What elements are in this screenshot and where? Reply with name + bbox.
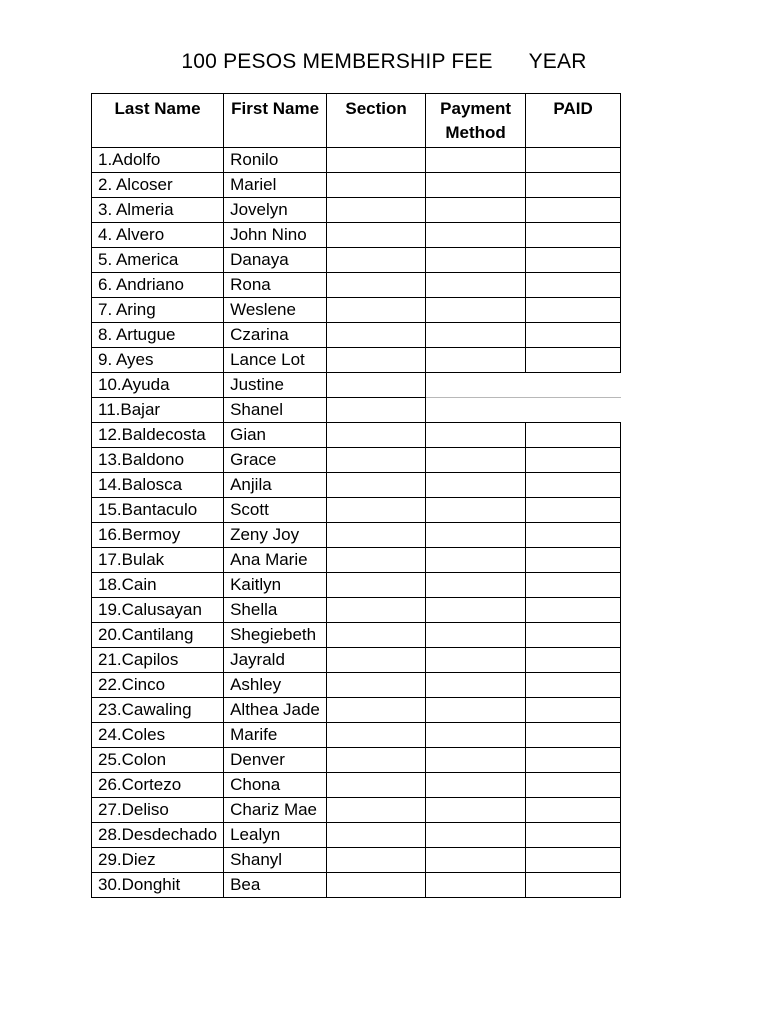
table-row: [92, 348, 621, 373]
header-section: Section: [327, 94, 426, 148]
section-cell: [327, 248, 426, 273]
first-name-cell: Lealyn: [224, 823, 327, 848]
payment-method-cell: [426, 748, 526, 773]
last-name-cell: 12.Baldecosta: [92, 423, 224, 448]
section-cell: [327, 323, 426, 348]
paid-cell: [526, 648, 621, 673]
last-name-cell: 6. Andriano: [92, 273, 224, 298]
last-name-cell: 9. Ayes: [92, 348, 224, 373]
paid-cell: [526, 748, 621, 773]
last-name-cell: 1.Adolfo: [92, 148, 224, 173]
paid-cell: [526, 823, 621, 848]
section-cell: [327, 698, 426, 723]
payment-method-cell: [426, 248, 526, 273]
payment-method-cell: [426, 723, 526, 748]
table-row: [92, 273, 621, 298]
first-name-cell: Anjila: [224, 473, 327, 498]
last-name-cell: 10.Ayuda: [92, 373, 224, 398]
table-row: [92, 798, 621, 823]
last-name-cell: 19.Calusayan: [92, 598, 224, 623]
payment-method-cell: [426, 173, 526, 198]
payment-method-cell: [426, 623, 526, 648]
section-cell: [327, 273, 426, 298]
table-row: [92, 498, 621, 523]
first-name-cell: Jayrald: [224, 648, 327, 673]
section-cell: [327, 673, 426, 698]
header-paid: PAID: [526, 94, 621, 148]
table-row: [92, 823, 621, 848]
first-name-cell: Lance Lot: [224, 348, 327, 373]
last-name-cell: 4. Alvero: [92, 223, 224, 248]
first-name-cell: Rona: [224, 273, 327, 298]
last-name-cell: 15.Bantaculo: [92, 498, 224, 523]
paid-cell: [526, 548, 621, 573]
table-row: [92, 548, 621, 573]
payment-method-cell: [426, 873, 526, 898]
first-name-cell: Kaitlyn: [224, 573, 327, 598]
last-name-cell: 14.Balosca: [92, 473, 224, 498]
paid-cell: [526, 723, 621, 748]
table-row: [92, 323, 621, 348]
first-name-cell: Bea: [224, 873, 327, 898]
last-name-cell: 29.Diez: [92, 848, 224, 873]
first-name-cell: Althea Jade: [224, 698, 327, 723]
last-name-cell: 3. Almeria: [92, 198, 224, 223]
first-name-cell: Chona: [224, 773, 327, 798]
last-name-cell: 13.Baldono: [92, 448, 224, 473]
section-cell: [327, 798, 426, 823]
paid-cell: [526, 173, 621, 198]
payment-method-cell: [426, 448, 526, 473]
paid-cell: [526, 573, 621, 598]
section-cell: [327, 598, 426, 623]
payment-method-cell: [426, 773, 526, 798]
last-name-cell: 16.Bermoy: [92, 523, 224, 548]
header-last-name: Last Name: [92, 94, 224, 148]
section-cell: [327, 748, 426, 773]
last-name-cell: 25.Colon: [92, 748, 224, 773]
section-cell: [327, 298, 426, 323]
section-cell: [327, 148, 426, 173]
paid-cell: [526, 623, 621, 648]
section-cell: [327, 173, 426, 198]
first-name-cell: Ashley: [224, 673, 327, 698]
first-name-cell: Gian: [224, 423, 327, 448]
table-row: [92, 173, 621, 198]
last-name-cell: 30.Donghit: [92, 873, 224, 898]
payment-method-cell: [426, 823, 526, 848]
table-row: [92, 873, 621, 898]
paid-cell: [526, 598, 621, 623]
table-row: [92, 448, 621, 473]
payment-method-cell: [426, 198, 526, 223]
first-name-cell: Czarina: [224, 323, 327, 348]
table-row: [92, 373, 621, 398]
last-name-cell: 5. America: [92, 248, 224, 273]
section-cell: [327, 423, 426, 448]
last-name-cell: 21.Capilos: [92, 648, 224, 673]
payment-method-cell: [426, 598, 526, 623]
table-row: [92, 598, 621, 623]
paid-cell: [526, 423, 621, 448]
last-name-cell: 8. Artugue: [92, 323, 224, 348]
paid-cell: [526, 198, 621, 223]
section-cell: [327, 873, 426, 898]
payment-blank-cell: [426, 373, 621, 398]
membership-table: [91, 93, 621, 898]
payment-method-cell: [426, 273, 526, 298]
table-row: [92, 573, 621, 598]
table-row: [92, 773, 621, 798]
last-name-cell: 17.Bulak: [92, 548, 224, 573]
page-title: 100 PESOS MEMBERSHIP FEE YEAR: [181, 50, 587, 73]
last-name-cell: 18.Cain: [92, 573, 224, 598]
paid-cell: [526, 448, 621, 473]
payment-method-cell: [426, 323, 526, 348]
first-name-cell: Chariz Mae: [224, 798, 327, 823]
paid-cell: [526, 498, 621, 523]
payment-method-cell: [426, 423, 526, 448]
payment-method-cell: [426, 148, 526, 173]
paid-cell: [526, 473, 621, 498]
first-name-cell: John Nino: [224, 223, 327, 248]
section-cell: [327, 473, 426, 498]
last-name-cell: 2. Alcoser: [92, 173, 224, 198]
payment-method-cell: [426, 648, 526, 673]
table-row: [92, 248, 621, 273]
paid-cell: [526, 523, 621, 548]
section-cell: [327, 498, 426, 523]
table-row: [92, 398, 621, 423]
section-cell: [327, 198, 426, 223]
payment-method-cell: [426, 223, 526, 248]
payment-method-cell: [426, 348, 526, 373]
paid-cell: [526, 273, 621, 298]
payment-blank-cell: [426, 398, 621, 423]
last-name-cell: 22.Cinco: [92, 673, 224, 698]
paid-cell: [526, 323, 621, 348]
table-row: [92, 648, 621, 673]
first-name-cell: Ana Marie: [224, 548, 327, 573]
table-row: [92, 298, 621, 323]
last-name-cell: 27.Deliso: [92, 798, 224, 823]
first-name-cell: Shanyl: [224, 848, 327, 873]
paid-cell: [526, 248, 621, 273]
first-name-cell: Weslene: [224, 298, 327, 323]
first-name-cell: Danaya: [224, 248, 327, 273]
first-name-cell: Grace: [224, 448, 327, 473]
paid-cell: [526, 298, 621, 323]
section-cell: [327, 848, 426, 873]
section-cell: [327, 373, 426, 398]
first-name-cell: Shella: [224, 598, 327, 623]
table-row: [92, 223, 621, 248]
section-cell: [327, 223, 426, 248]
payment-method-cell: [426, 548, 526, 573]
last-name-cell: 20.Cantilang: [92, 623, 224, 648]
table-row: [92, 698, 621, 723]
payment-method-cell: [426, 523, 526, 548]
header-payment-method: Payment Method: [426, 94, 526, 148]
first-name-cell: Shegiebeth: [224, 623, 327, 648]
paid-cell: [526, 698, 621, 723]
paid-cell: [526, 848, 621, 873]
payment-method-cell: [426, 473, 526, 498]
section-cell: [327, 773, 426, 798]
paid-cell: [526, 223, 621, 248]
table-row: [92, 848, 621, 873]
first-name-cell: Justine: [224, 373, 327, 398]
table-row: [92, 748, 621, 773]
section-cell: [327, 723, 426, 748]
paid-cell: [526, 773, 621, 798]
first-name-cell: Shanel: [224, 398, 327, 423]
first-name-cell: Jovelyn: [224, 198, 327, 223]
table-row: [92, 473, 621, 498]
first-name-cell: Ronilo: [224, 148, 327, 173]
payment-method-cell: [426, 798, 526, 823]
payment-method-cell: [426, 673, 526, 698]
paid-cell: [526, 348, 621, 373]
last-name-cell: 23.Cawaling: [92, 698, 224, 723]
first-name-cell: Mariel: [224, 173, 327, 198]
section-cell: [327, 573, 426, 598]
payment-method-cell: [426, 573, 526, 598]
section-cell: [327, 623, 426, 648]
table-row: [92, 673, 621, 698]
section-cell: [327, 448, 426, 473]
header-first-name: First Name: [224, 94, 327, 148]
last-name-cell: 28.Desdechado: [92, 823, 224, 848]
last-name-cell: 11.Bajar: [92, 398, 224, 423]
table-row: [92, 423, 621, 448]
paid-cell: [526, 673, 621, 698]
first-name-cell: Zeny Joy: [224, 523, 327, 548]
table-row: [92, 523, 621, 548]
section-cell: [327, 523, 426, 548]
table-body: [92, 148, 621, 898]
table-row: [92, 198, 621, 223]
paid-cell: [526, 873, 621, 898]
section-cell: [327, 548, 426, 573]
payment-method-cell: [426, 298, 526, 323]
last-name-cell: 24.Coles: [92, 723, 224, 748]
section-cell: [327, 823, 426, 848]
first-name-cell: Scott: [224, 498, 327, 523]
last-name-cell: 7. Aring: [92, 298, 224, 323]
payment-method-cell: [426, 848, 526, 873]
first-name-cell: Denver: [224, 748, 327, 773]
section-cell: [327, 348, 426, 373]
table-header-row: [92, 94, 621, 148]
payment-method-cell: [426, 498, 526, 523]
section-cell: [327, 398, 426, 423]
first-name-cell: Marife: [224, 723, 327, 748]
last-name-cell: 26.Cortezo: [92, 773, 224, 798]
table-row: [92, 623, 621, 648]
payment-method-cell: [426, 698, 526, 723]
table-row: [92, 723, 621, 748]
section-cell: [327, 648, 426, 673]
table-row: [92, 148, 621, 173]
paid-cell: [526, 148, 621, 173]
paid-cell: [526, 798, 621, 823]
